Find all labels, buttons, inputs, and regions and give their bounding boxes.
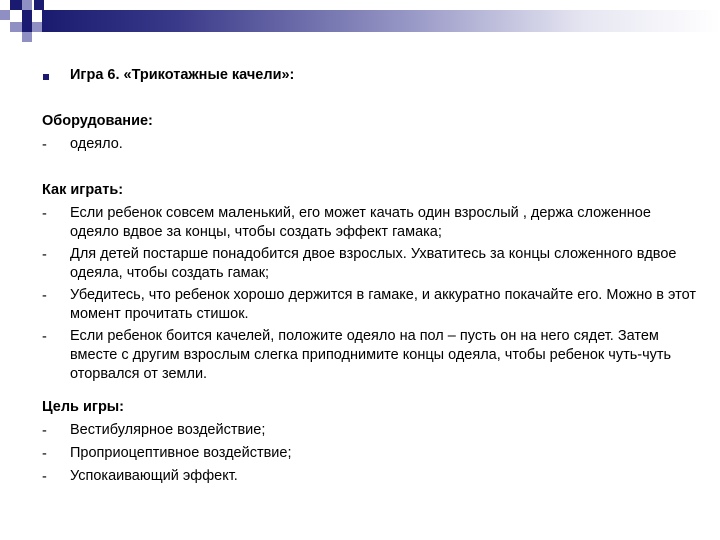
- list-item: [42, 245, 702, 283]
- dash-bullet: -: [42, 206, 47, 222]
- list-item: [42, 204, 702, 242]
- deco-square: [22, 22, 32, 32]
- howto-item: Для детей постарше понадобится двое взрослых. Ухватитесь за концы сложенного вдвое одеяла, чтобы создать гамак;: [70, 246, 677, 281]
- title-item: [42, 66, 702, 86]
- goal-heading: Цель игры:: [42, 399, 125, 415]
- list-item: [42, 467, 702, 487]
- header-decoration: [0, 0, 720, 50]
- dash-bullet: -: [42, 288, 47, 304]
- dash-bullet: -: [42, 423, 47, 439]
- equipment-heading: Оборудование:: [42, 113, 153, 129]
- goal-item: Успокаивающий эффект.: [70, 468, 238, 484]
- dash-bullet: -: [42, 446, 47, 462]
- deco-square: [22, 32, 32, 42]
- deco-square: [10, 22, 22, 32]
- dash-bullet: -: [42, 247, 47, 263]
- equipment-item: одеяло.: [70, 136, 123, 152]
- list-item: [42, 327, 702, 384]
- howto-heading: Как играть:: [42, 182, 124, 198]
- howto-item: Убедитесь, что ребенок хорошо держится в гамаке, и аккуратно покачайте его. Можно в этот момент прочитать стишок.: [70, 287, 696, 322]
- dash-bullet: -: [42, 137, 47, 153]
- howto-item: Если ребенок боится качелей, положите одеяло на пол – пусть он на него сядет. Затем вместе с другим взрослым слегка приподнимите концы одеяла, чтобы ребенок чуть-чуть оторвался от земли.: [70, 328, 672, 382]
- square-bullet-icon: [42, 66, 70, 86]
- dash-bullet: -: [42, 329, 47, 345]
- deco-square: [22, 0, 32, 10]
- deco-square: [32, 22, 42, 32]
- goal-item: Вестибулярное воздействие;: [70, 422, 266, 438]
- list-item: [42, 421, 702, 441]
- deco-square: [34, 0, 44, 10]
- list-item: [42, 135, 702, 155]
- deco-square: [0, 10, 10, 20]
- slide-content: [42, 66, 702, 490]
- howto-item: Если ребенок совсем маленький, его может качать один взрослый , держа сложенное одеяло вдвое за концы, чтобы создать эффект гамака;: [70, 205, 651, 240]
- slide-title: Игра 6. «Трикотажные качели»:: [70, 67, 295, 83]
- deco-square: [10, 0, 22, 10]
- list-item: [42, 444, 702, 464]
- dash-bullet: -: [42, 469, 47, 485]
- goal-item: Проприоцептивное воздействие;: [70, 445, 292, 461]
- deco-square: [22, 10, 32, 22]
- title-gradient-bar: [42, 10, 720, 32]
- list-item: [42, 286, 702, 324]
